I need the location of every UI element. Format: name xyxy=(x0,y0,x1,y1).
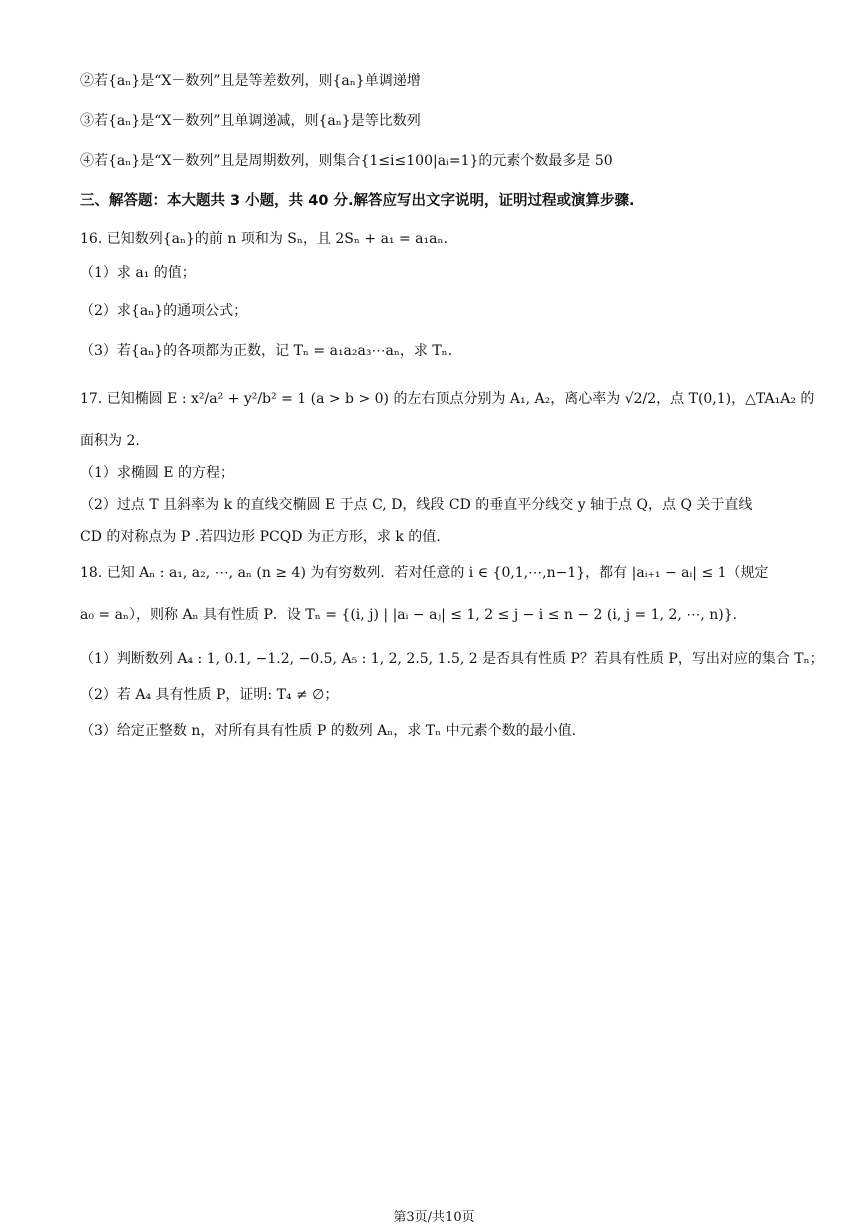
question-17-part-1: （1）求椭圆 E 的方程； xyxy=(80,465,235,481)
question-17-part-2: （2）过点 T 且斜率为 k 的直线交椭圆 E 于点 C, D，线段 CD 的垂直平分线交 y 轴于点 Q，点 Q 关于直线 xyxy=(80,497,753,513)
question-16-part-1: （1）求 a₁ 的值； xyxy=(80,265,196,281)
statement-3: ③若{aₙ}是“X－数列”且单调递减，则{aₙ}是等比数列 xyxy=(80,113,421,129)
statement-2: ②若{aₙ}是“X－数列”且是等差数列，则{aₙ}单调递增 xyxy=(80,73,421,89)
question-16-stem: 16. 已知数列{aₙ}的前 n 项和为 Sₙ，且 2Sₙ + a₁ = a₁aₙ. xyxy=(80,231,448,247)
question-17-stem: 17. 已知椭圆 E : x²/a² + y²/b² = 1 (a > b > 0) 的左右顶点分别为 A₁, A₂，离心率为 √2/2，点 T(0,1)，△TA₁A₂ 的 xyxy=(80,391,815,407)
statement-4: ④若{aₙ}是“X－数列”且是周期数列，则集合{1≤i≤100|aᵢ=1}的元素个数最多是 50 xyxy=(80,153,613,169)
page-number: 第3页/共10页 xyxy=(393,1210,475,1225)
question-16-part-3: （3）若{aₙ}的各项都为正数，记 Tₙ = a₁a₂a₃⋯aₙ，求 Tₙ. xyxy=(80,343,453,359)
question-17-part-2-cont: CD 的对称点为 P .若四边形 PCQD 为正方形，求 k 的值. xyxy=(80,529,441,545)
question-17-stem-cont: 面积为 2. xyxy=(80,433,140,449)
question-18-part-2: （2）若 A₄ 具有性质 P，证明: T₄ ≠ ∅； xyxy=(80,687,339,703)
question-18-part-1: （1）判断数列 A₄ : 1, 0.1, −1.2, −0.5, A₅ : 1, 2, 2.5, 1.5, 2 是否具有性质 P？若具有性质 P，写出对应的集合 Tₙ； xyxy=(80,651,824,667)
question-18-stem: 18. 已知 Aₙ : a₁, a₂, ⋯, aₙ (n ≥ 4) 为有穷数列．若对任意的 i ∈ {0,1,⋯,n−1}，都有 |aᵢ₊₁ − aᵢ| ≤ 1（规定 xyxy=(80,565,769,581)
question-16-part-2: （2）求{aₙ}的通项公式； xyxy=(80,303,248,319)
section-heading: 三、解答题：本大题共 3 小题，共 40 分.解答应写出文字说明，证明过程或演算步骤. xyxy=(80,193,635,209)
question-18-part-3: （3）给定正整数 n，对所有具有性质 P 的数列 Aₙ，求 Tₙ 中元素个数的最小值. xyxy=(80,723,577,739)
question-18-stem-cont: a₀ = aₙ），则称 Aₙ 具有性质 P．设 Tₙ = {(i, j) | |aᵢ − aⱼ| ≤ 1, 2 ≤ j − i ≤ n − 2 (i, j = 1, 2, ⋯, n)}. xyxy=(80,607,738,623)
